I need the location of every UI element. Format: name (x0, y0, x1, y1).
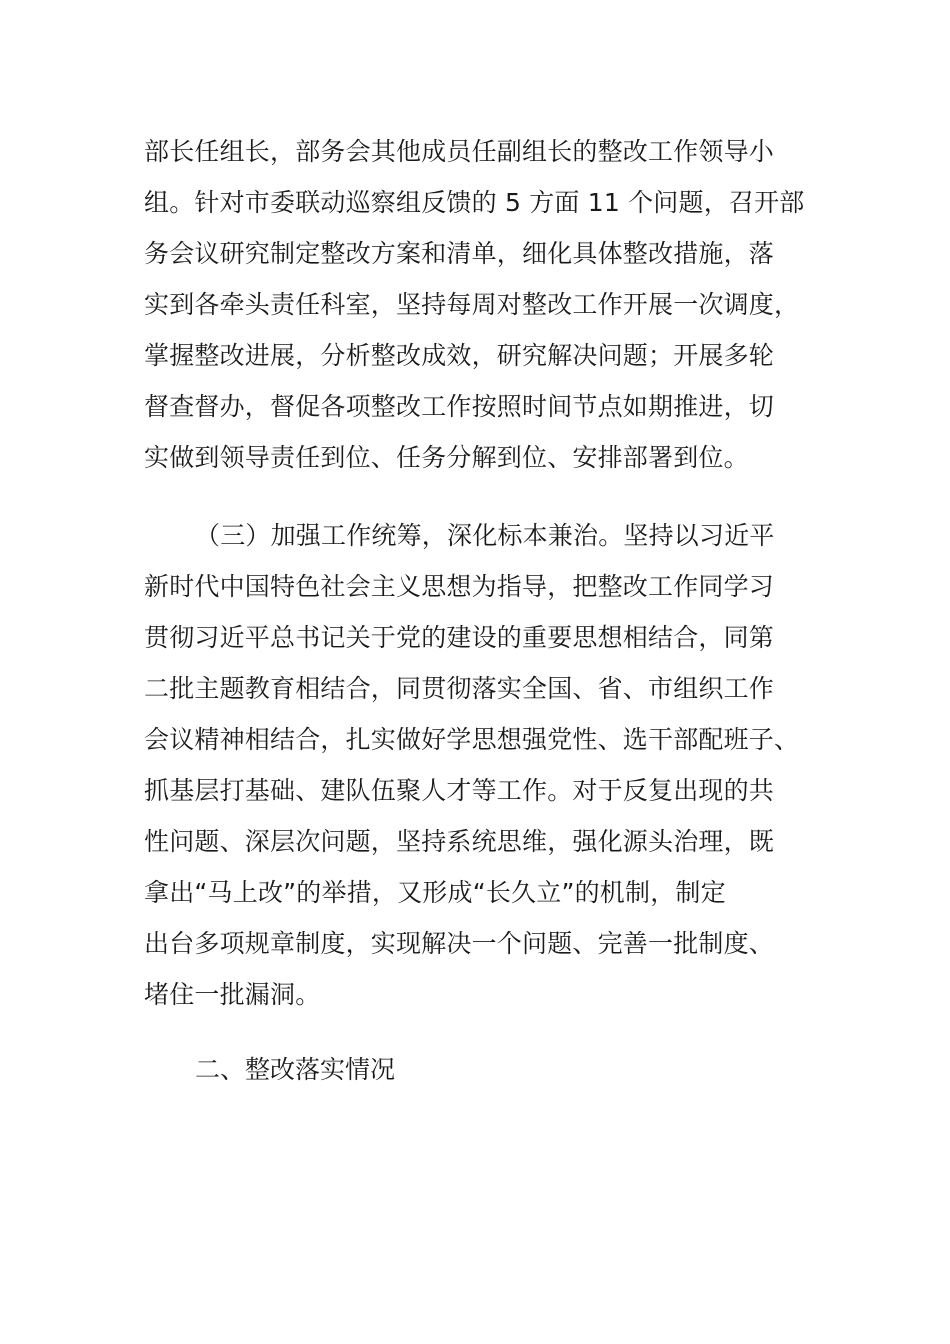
text-line: 抓基层打基础、建队伍聚人才等工作。对于反复出现的共 (144, 776, 775, 805)
text-line: 实到各牵头责任科室，坚持每周对整改工作开展一次调度， (144, 290, 800, 319)
text-line: （三）加强工作统筹，深化标本兼治。坚持以习近平 (195, 521, 775, 550)
text-line: 部长任组长，部务会其他成员任副组长的整改工作领导小 (144, 137, 775, 166)
text-line: 二批主题教育相结合，同贯彻落实全国、省、市组织工作 (144, 674, 775, 703)
body-paragraph-section-three (144, 510, 824, 1020)
text-line: 掌握整改进展，分析整改成效，研究解决问题；开展多轮 (144, 341, 775, 370)
text-line: 实做到领导责任到位、任务分解到位、安排部署到位。 (144, 443, 749, 472)
text-line: 务会议研究制定整改方案和清单，细化具体整改措施，落 (144, 239, 775, 268)
text-line: 性问题、深层次问题，坚持系统思维，强化源头治理，既 (144, 827, 775, 856)
text-line: 贯彻习近平总书记关于党的建设的重要思想相结合，同第 (144, 623, 775, 652)
section-heading: 二、整改落实情况 (195, 1055, 396, 1084)
text-line: 组。针对市委联动巡察组反馈的 5 方面 11 个问题，召开部 (144, 188, 805, 217)
text-line: 会议精神相结合，扎实做好学思想强党性、选干部配班子、 (144, 725, 800, 754)
text-line: 拿出“马上改”的举措，又形成“长久立”的机制，制定 (144, 878, 726, 907)
text-line: 督查督办，督促各项整改工作按照时间节点如期推进，切 (144, 392, 775, 421)
text-line: 新时代中国特色社会主义思想为指导，把整改工作同学习 (144, 572, 775, 601)
text-line: 出台多项规章制度，实现解决一个问题、完善一批制度、 (144, 929, 775, 958)
body-paragraph-continued (144, 126, 824, 483)
text-line: 堵住一批漏洞。 (144, 980, 321, 1009)
